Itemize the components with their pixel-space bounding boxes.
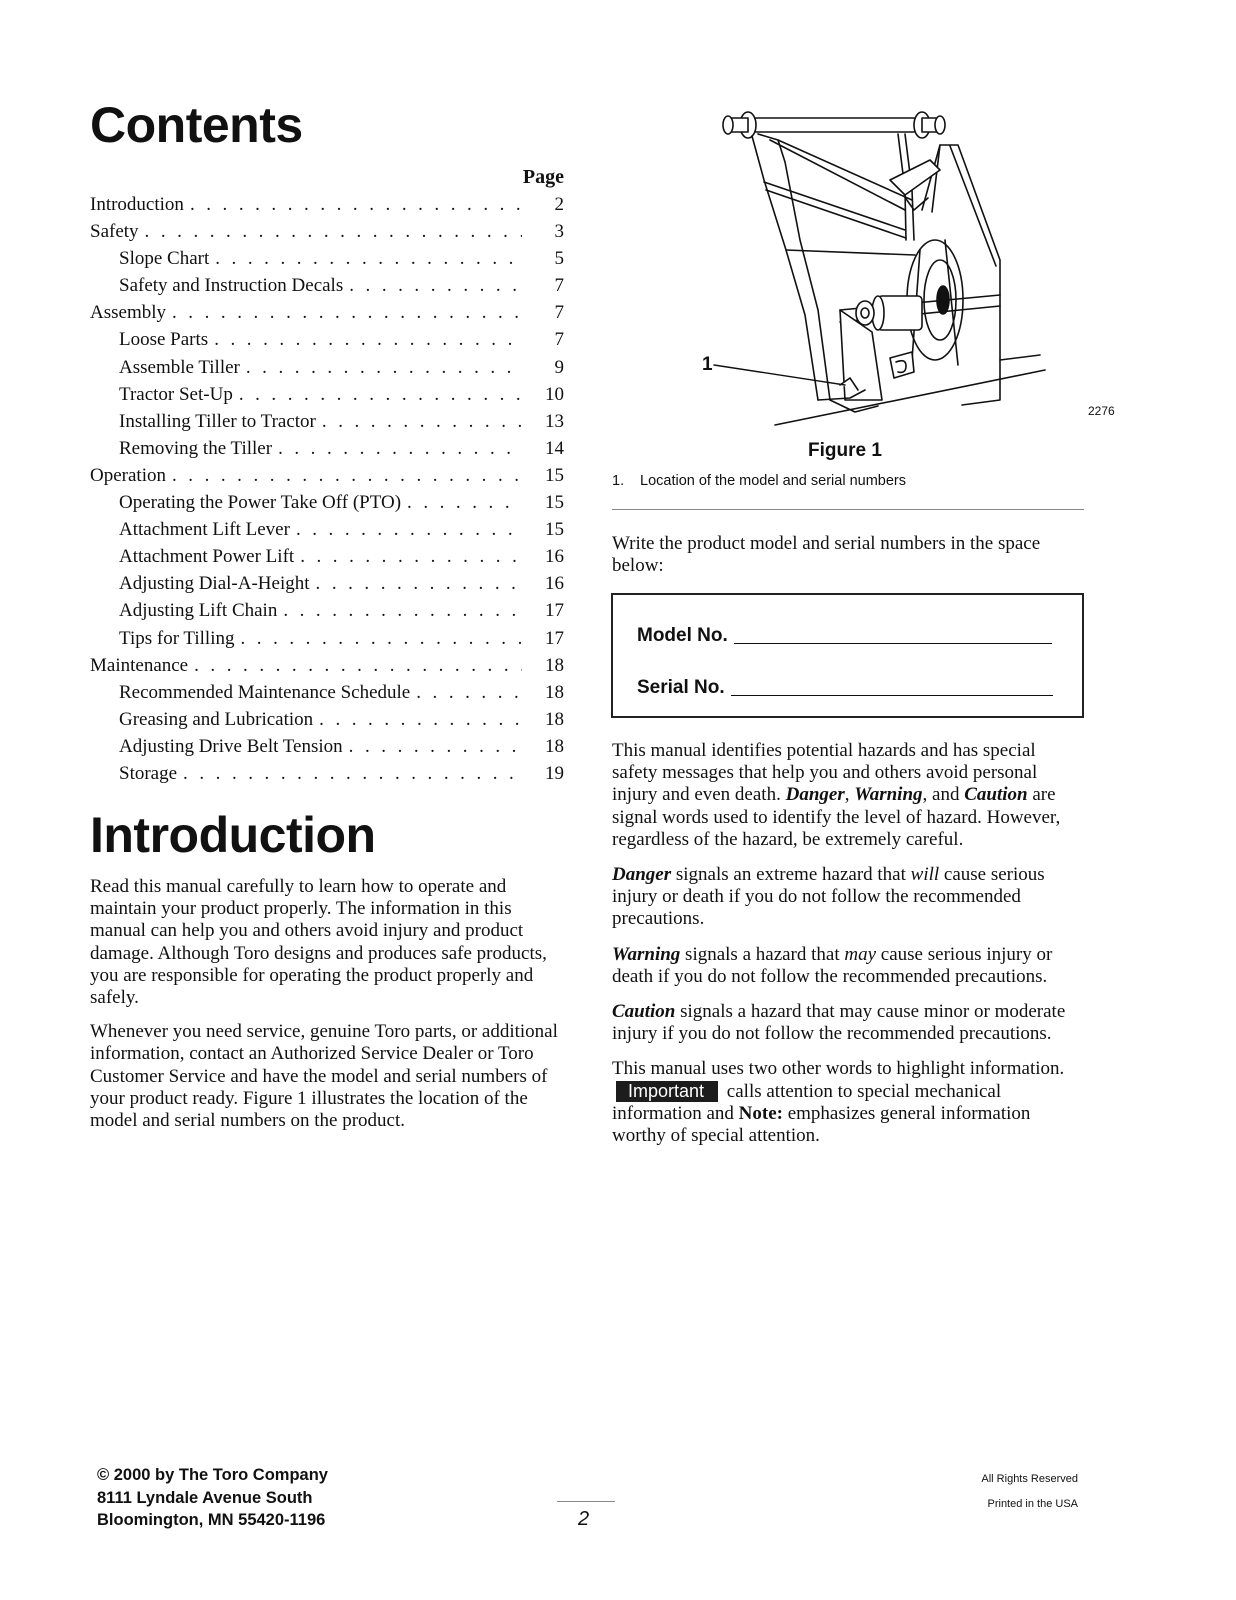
toc-entry: [90, 275, 566, 302]
toc-leader-dots: [183, 763, 522, 785]
rights-line: All Rights Reserved: [981, 1473, 1078, 1485]
address-line: Bloomington, MN 55420-1196: [97, 1511, 326, 1529]
toc-entry: [90, 302, 566, 329]
toc-leader-dots: [296, 519, 522, 541]
hazard-explanation: [612, 740, 1084, 1160]
toc-entry-label: Slope Chart: [119, 248, 210, 270]
toc-entry-label: Maintenance: [90, 654, 189, 676]
caption-number: 1.: [612, 473, 625, 489]
figure-title: Figure 1: [808, 440, 882, 461]
important-badge: Important: [616, 1081, 718, 1102]
danger-word: Danger: [612, 864, 672, 886]
toc-entry: [90, 546, 566, 573]
warning-text: signals a hazard that: [685, 943, 840, 965]
toc-leader-dots: [145, 221, 522, 243]
danger-word: Danger: [785, 784, 845, 806]
toc-entry: [90, 411, 566, 438]
toc-entry-label: Tips for Tilling: [119, 627, 235, 649]
warning-text: cause serious injury or death if you do not follow the recommended precautions.: [612, 943, 1053, 987]
toc-leader-dots: [215, 248, 522, 270]
toc-leader-dots: [316, 573, 522, 595]
caution-word: Caution: [612, 1001, 676, 1023]
toc-entry-label: Introduction: [90, 194, 184, 215]
toc-entries: [90, 194, 566, 790]
page-number-rule: [557, 1501, 615, 1502]
danger-emphasis: will: [910, 864, 940, 886]
caption-text: Location of the model and serial numbers: [640, 473, 906, 489]
signal-intro-text: This manual identifies potential hazards and has special safety messages that help you and others avoid personal injury and even death.: [612, 740, 1038, 806]
model-write-line: [734, 643, 1052, 644]
contents-heading: Contents: [90, 97, 303, 153]
copyright-line: © 2000 by The Toro Company: [97, 1466, 328, 1484]
serial-instruction: Write the product model and serial numbers in the space below:: [612, 533, 1041, 577]
toc-entry: [90, 329, 566, 356]
section-divider: [612, 509, 1084, 510]
toc-entry-label: Operating the Power Take Off (PTO): [119, 492, 402, 514]
intro-paragraph: Read this manual carefully to learn how to operate and maintain your product properly. The information in this manual can help you and others avoid injury and product damage. Although Toro designs and produces safe products, you are responsible for operating the product properly and safely.: [90, 876, 547, 1009]
signal-intro-text: are signal words used to identify the level of hazard. However, regardless of the hazard, be extremely careful.: [612, 784, 1061, 850]
toc-leader-dots: [190, 194, 522, 216]
toc-entry-page: 17: [545, 627, 564, 649]
toc-entry-page: 15: [545, 492, 564, 514]
toc-entry-label: Removing the Tiller: [119, 437, 273, 459]
toc-entry-page: 16: [545, 546, 564, 568]
toc-entry-label: Storage: [119, 762, 178, 784]
toc-entry-page: 16: [545, 573, 564, 595]
table-of-contents: [90, 166, 566, 790]
footer-rights: [964, 1467, 1078, 1517]
separator: ,: [844, 784, 850, 806]
toc-entry-label: Adjusting Lift Chain: [119, 600, 278, 622]
highlight-text: calls attention to special mechanical information and: [612, 1080, 1002, 1124]
toc-entry-page: 14: [545, 437, 564, 459]
toc-entry-page: 10: [545, 383, 564, 405]
toc-entry-label: Installing Tiller to Tractor: [119, 410, 316, 432]
warning-word: Warning: [612, 943, 681, 965]
toc-entry-label: Adjusting Drive Belt Tension: [119, 735, 343, 757]
serial-write-line: [731, 695, 1053, 696]
note-word: Note:: [738, 1102, 783, 1124]
highlight-paragraph: [612, 1058, 1084, 1147]
toc-entry: [90, 519, 566, 546]
toc-leader-dots: [172, 465, 522, 487]
toc-entry: [90, 384, 566, 411]
toc-entry-page: 7: [554, 302, 564, 324]
address-line: 8111 Lyndale Avenue South: [97, 1488, 313, 1507]
toc-leader-dots: [300, 546, 522, 568]
toc-entry: [90, 709, 566, 736]
toc-entry: [90, 763, 566, 790]
toc-entry-page: 18: [545, 735, 564, 757]
toc-leader-dots: [322, 411, 522, 433]
toc-entry-label: Safety: [90, 221, 139, 243]
toc-entry-page: 18: [545, 708, 564, 730]
danger-text: cause serious injury or death if you do not follow the recommended precautions.: [612, 864, 1045, 930]
toc-entry-page: 13: [545, 410, 564, 432]
printed-line: Printed in the USA: [987, 1498, 1078, 1510]
serial-number-field: [637, 677, 1053, 699]
toc-entry-page: 7: [554, 329, 564, 351]
toc-leader-dots: [240, 628, 522, 650]
model-label: Model No.: [637, 625, 728, 646]
toc-entry: [90, 248, 566, 275]
signal-words-paragraph: [612, 740, 1084, 851]
warning-word: Warning: [854, 784, 923, 806]
toc-entry-page: 3: [554, 221, 564, 243]
toc-leader-dots: [214, 329, 522, 351]
toc-entry: [90, 600, 566, 627]
toc-entry: [90, 465, 566, 492]
toc-leader-dots: [349, 736, 522, 758]
toc-entry-page: 19: [545, 762, 564, 784]
figure-code: 2276: [1088, 404, 1115, 418]
toc-entry: [90, 438, 566, 465]
page-number: 2: [578, 1508, 590, 1530]
toc-leader-dots: [194, 655, 522, 677]
toc-entry-label: Attachment Lift Lever: [119, 519, 290, 541]
toc-entry-page: 15: [545, 464, 564, 486]
introduction-heading: Introduction: [90, 807, 376, 863]
toc-entry-page: 17: [545, 600, 564, 622]
toc-leader-dots: [416, 682, 522, 704]
toc-entry: [90, 573, 566, 600]
toc-entry-label: Recommended Maintenance Schedule: [119, 681, 411, 703]
toc-entry: [90, 628, 566, 655]
toc-entry-page: 9: [554, 356, 564, 378]
toc-entry-page: 5: [554, 248, 564, 270]
toc-entry-label: Greasing and Lubrication: [119, 708, 314, 730]
toc-leader-dots: [278, 438, 522, 460]
serial-label: Serial No.: [637, 677, 725, 698]
toc-leader-dots: [407, 492, 522, 514]
caution-word: Caution: [964, 784, 1028, 806]
toc-leader-dots: [319, 709, 522, 731]
toc-entry-label: Loose Parts: [119, 329, 209, 351]
toc-entry: [90, 194, 566, 221]
danger-text: signals an extreme hazard that: [675, 864, 906, 886]
footer-publisher: [97, 1464, 328, 1532]
intro-paragraph: Whenever you need service, genuine Toro parts, or additional information, contact an Authorized Service Dealer or Toro Customer Service and have the model and serial numbers of your product ready. Figure 1 illustrates the location of the model and serial numbers on the product.: [90, 1021, 558, 1132]
toc-entry: [90, 492, 566, 519]
highlight-text: emphasizes general information worthy of special attention.: [612, 1102, 1031, 1147]
toc-entry: [90, 221, 566, 248]
toc-entry-label: Adjusting Dial-A-Height: [119, 573, 310, 595]
figure-callout-1: 1: [702, 354, 713, 375]
toc-entry-page: 15: [545, 519, 564, 541]
danger-paragraph: [612, 864, 1084, 931]
warning-paragraph: [612, 944, 1084, 988]
caution-text: signals a hazard that may cause minor or moderate injury if you do not follow the recommended precautions.: [612, 1001, 1066, 1045]
serial-number-box: [611, 593, 1084, 718]
toc-leader-dots: [349, 275, 522, 297]
toc-leader-dots: [283, 600, 522, 622]
toc-entry-page: 18: [545, 654, 564, 676]
toc-entry-page: 18: [545, 681, 564, 703]
tiller-illustration: [700, 100, 1120, 440]
toc-entry: [90, 357, 566, 384]
toc-entry-page: 7: [554, 275, 564, 297]
toc-page-column-header: Page: [522, 166, 564, 188]
toc-entry: [90, 736, 566, 763]
toc-entry-page: 2: [554, 194, 564, 215]
toc-leader-dots: [172, 302, 522, 324]
toc-leader-dots: [246, 357, 522, 379]
toc-entry-label: Operation: [90, 464, 166, 486]
model-number-field: [637, 625, 1052, 647]
toc-entry-label: Attachment Power Lift: [119, 546, 295, 568]
warning-emphasis: may: [844, 943, 877, 965]
figure-caption: [612, 473, 906, 489]
toc-entry: [90, 682, 566, 709]
separator: , and: [922, 784, 960, 806]
toc-entry-label: Tractor Set-Up: [119, 383, 233, 405]
tiller-frame: [714, 112, 1045, 425]
toc-entry-label: Safety and Instruction Decals: [119, 275, 344, 297]
toc-entry-label: Assembly: [90, 302, 166, 324]
introduction-body: [90, 876, 560, 1144]
highlight-text: This manual uses two other words to highlight information.: [612, 1058, 1065, 1080]
toc-entry-label: Assemble Tiller: [119, 356, 240, 378]
caution-paragraph: [612, 1001, 1084, 1045]
toc-leader-dots: [239, 384, 522, 406]
toc-entry: [90, 655, 566, 682]
